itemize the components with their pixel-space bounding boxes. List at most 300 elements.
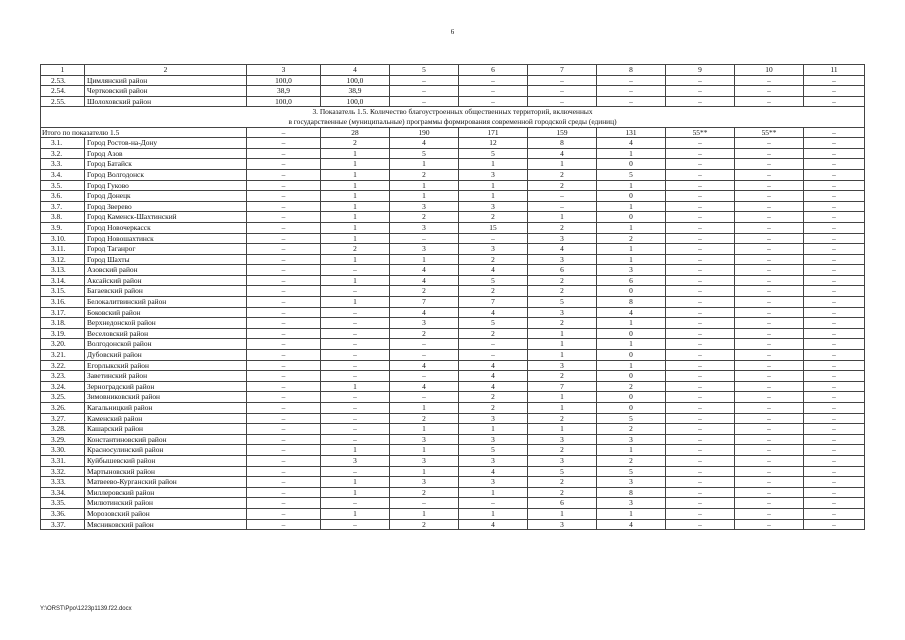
value-cell: 3 bbox=[528, 360, 597, 371]
value-cell: 1 bbox=[390, 445, 459, 456]
value-cell: – bbox=[390, 392, 459, 403]
territory-name-cell: Город Новошахтинск bbox=[85, 233, 247, 244]
value-cell: 1 bbox=[459, 159, 528, 170]
value-cell: – bbox=[528, 86, 597, 97]
column-number-cell: 1 bbox=[41, 65, 85, 76]
row-number-cell: 3.15. bbox=[41, 286, 85, 297]
value-cell: – bbox=[666, 403, 735, 414]
territory-name-cell: Белокалитвинский район bbox=[85, 297, 247, 308]
value-cell: – bbox=[735, 508, 804, 519]
value-cell: 1 bbox=[321, 508, 390, 519]
table-row bbox=[41, 233, 865, 244]
table-row bbox=[41, 487, 865, 498]
value-cell: 5 bbox=[528, 466, 597, 477]
value-cell: – bbox=[735, 86, 804, 97]
value-cell: 3 bbox=[390, 477, 459, 488]
value-cell: – bbox=[321, 307, 390, 318]
value-cell: 3 bbox=[528, 455, 597, 466]
value-cell: – bbox=[735, 498, 804, 509]
value-cell: – bbox=[247, 244, 321, 255]
value-cell: – bbox=[735, 275, 804, 286]
value-cell: 2 bbox=[597, 233, 666, 244]
value-cell: 3 bbox=[390, 244, 459, 255]
value-cell: – bbox=[735, 201, 804, 212]
value-cell: 2 bbox=[528, 318, 597, 329]
value-cell: 1 bbox=[390, 403, 459, 414]
value-cell: – bbox=[804, 381, 865, 392]
row-number-cell: 3.26. bbox=[41, 403, 85, 414]
value-cell: 4 bbox=[597, 519, 666, 530]
value-cell: 1 bbox=[597, 318, 666, 329]
value-cell: 2 bbox=[528, 169, 597, 180]
value-cell: 2 bbox=[459, 212, 528, 223]
value-cell: – bbox=[321, 413, 390, 424]
territory-name-cell: Город Зверево bbox=[85, 201, 247, 212]
value-cell: – bbox=[390, 371, 459, 382]
territory-name-cell: Веселовский район bbox=[85, 328, 247, 339]
value-cell: 1 bbox=[390, 508, 459, 519]
value-cell: – bbox=[666, 487, 735, 498]
table-row bbox=[41, 455, 865, 466]
value-cell: – bbox=[804, 339, 865, 350]
table-row bbox=[41, 169, 865, 180]
table-row bbox=[41, 254, 865, 265]
total-value-cell: 28 bbox=[321, 127, 390, 138]
value-cell: 1 bbox=[528, 159, 597, 170]
row-number-cell: 3.37. bbox=[41, 519, 85, 530]
value-cell: 1 bbox=[459, 424, 528, 435]
column-number-cell: 7 bbox=[528, 65, 597, 76]
value-cell: – bbox=[321, 318, 390, 329]
table-row bbox=[41, 191, 865, 202]
value-cell: 2 bbox=[528, 445, 597, 456]
value-cell: – bbox=[666, 413, 735, 424]
value-cell: 8 bbox=[597, 297, 666, 308]
value-cell: 1 bbox=[528, 350, 597, 361]
value-cell: – bbox=[321, 466, 390, 477]
value-cell: 2 bbox=[528, 222, 597, 233]
value-cell: – bbox=[804, 254, 865, 265]
row-number-cell: 3.3. bbox=[41, 159, 85, 170]
table-row bbox=[41, 445, 865, 456]
value-cell: 2 bbox=[390, 328, 459, 339]
territory-name-cell: Зимовниковский район bbox=[85, 392, 247, 403]
value-cell: – bbox=[247, 519, 321, 530]
value-cell: – bbox=[459, 350, 528, 361]
table-row bbox=[41, 318, 865, 329]
table-row bbox=[41, 148, 865, 159]
value-cell: – bbox=[247, 403, 321, 414]
value-cell: 1 bbox=[321, 381, 390, 392]
value-cell: 1 bbox=[321, 159, 390, 170]
value-cell: – bbox=[735, 328, 804, 339]
row-number-cell: 3.2. bbox=[41, 148, 85, 159]
value-cell: 1 bbox=[459, 508, 528, 519]
row-number-cell: 3.7. bbox=[41, 201, 85, 212]
value-cell: 38,9 bbox=[247, 86, 321, 97]
value-cell: – bbox=[597, 86, 666, 97]
value-cell: 5 bbox=[597, 466, 666, 477]
value-cell: – bbox=[804, 519, 865, 530]
value-cell: 1 bbox=[390, 180, 459, 191]
value-cell: 3 bbox=[459, 201, 528, 212]
row-number-cell: 3.23. bbox=[41, 371, 85, 382]
value-cell: – bbox=[804, 297, 865, 308]
value-cell: 5 bbox=[597, 169, 666, 180]
value-cell: – bbox=[804, 233, 865, 244]
value-cell: – bbox=[528, 191, 597, 202]
value-cell: – bbox=[735, 254, 804, 265]
value-cell: 3 bbox=[459, 477, 528, 488]
value-cell: – bbox=[666, 148, 735, 159]
row-number-cell: 3.13. bbox=[41, 265, 85, 276]
value-cell: – bbox=[247, 254, 321, 265]
value-cell: – bbox=[390, 233, 459, 244]
table-row bbox=[41, 519, 865, 530]
value-cell: 2 bbox=[390, 212, 459, 223]
value-cell: – bbox=[390, 86, 459, 97]
value-cell: 5 bbox=[459, 445, 528, 456]
value-cell: – bbox=[804, 275, 865, 286]
total-value-cell: – bbox=[247, 127, 321, 138]
column-number-cell: 5 bbox=[390, 65, 459, 76]
value-cell: 1 bbox=[597, 508, 666, 519]
value-cell: 4 bbox=[459, 360, 528, 371]
column-number-row bbox=[41, 65, 865, 76]
value-cell: – bbox=[390, 498, 459, 509]
value-cell: 1 bbox=[459, 191, 528, 202]
value-cell: – bbox=[666, 360, 735, 371]
value-cell: 3 bbox=[321, 455, 390, 466]
value-cell: 1 bbox=[321, 254, 390, 265]
value-cell: – bbox=[247, 148, 321, 159]
value-cell: 4 bbox=[528, 244, 597, 255]
value-cell: 100,0 bbox=[247, 96, 321, 107]
value-cell: – bbox=[247, 455, 321, 466]
table-row bbox=[41, 339, 865, 350]
row-number-cell: 3.18. bbox=[41, 318, 85, 329]
value-cell: – bbox=[459, 498, 528, 509]
value-cell: – bbox=[666, 244, 735, 255]
territory-name-cell: Константиновский район bbox=[85, 434, 247, 445]
row-number-cell: 3.36. bbox=[41, 508, 85, 519]
value-cell: 1 bbox=[597, 339, 666, 350]
total-value-cell: 55** bbox=[735, 127, 804, 138]
value-cell: – bbox=[666, 508, 735, 519]
value-cell: 1 bbox=[321, 212, 390, 223]
column-number-cell: 4 bbox=[321, 65, 390, 76]
territory-name-cell: Город Ростов-на-Дону bbox=[85, 138, 247, 149]
value-cell: – bbox=[247, 297, 321, 308]
value-cell: 0 bbox=[597, 191, 666, 202]
value-cell: 6 bbox=[528, 498, 597, 509]
territory-name-cell: Каменский район bbox=[85, 413, 247, 424]
table-row bbox=[41, 434, 865, 445]
value-cell: – bbox=[735, 519, 804, 530]
value-cell: – bbox=[804, 445, 865, 456]
value-cell: – bbox=[247, 424, 321, 435]
value-cell: 4 bbox=[459, 371, 528, 382]
value-cell: – bbox=[247, 191, 321, 202]
value-cell: – bbox=[735, 360, 804, 371]
value-cell: – bbox=[247, 169, 321, 180]
territory-name-cell: Город Новочеркасск bbox=[85, 222, 247, 233]
value-cell: – bbox=[666, 212, 735, 223]
table-row bbox=[41, 477, 865, 488]
row-number-cell: 3.12. bbox=[41, 254, 85, 265]
value-cell: – bbox=[390, 75, 459, 86]
value-cell: 4 bbox=[390, 381, 459, 392]
column-number-cell: 8 bbox=[597, 65, 666, 76]
value-cell: 1 bbox=[390, 159, 459, 170]
value-cell: – bbox=[804, 350, 865, 361]
value-cell: – bbox=[247, 360, 321, 371]
value-cell: 4 bbox=[459, 519, 528, 530]
value-cell: 4 bbox=[390, 275, 459, 286]
value-cell: – bbox=[666, 455, 735, 466]
value-cell: 0 bbox=[597, 286, 666, 297]
value-cell: 3 bbox=[528, 307, 597, 318]
value-cell: 1 bbox=[321, 477, 390, 488]
territory-name-cell: Верхнедонской район bbox=[85, 318, 247, 329]
value-cell: – bbox=[666, 86, 735, 97]
value-cell: 1 bbox=[390, 466, 459, 477]
territory-name-cell: Город Донецк bbox=[85, 191, 247, 202]
value-cell: – bbox=[247, 339, 321, 350]
value-cell: – bbox=[247, 413, 321, 424]
value-cell: – bbox=[735, 403, 804, 414]
value-cell: 2 bbox=[597, 424, 666, 435]
value-cell: – bbox=[804, 371, 865, 382]
value-cell: – bbox=[666, 96, 735, 107]
value-cell: 5 bbox=[459, 318, 528, 329]
column-number-cell: 11 bbox=[804, 65, 865, 76]
value-cell: – bbox=[804, 148, 865, 159]
value-cell: – bbox=[735, 138, 804, 149]
row-number-cell: 3.25. bbox=[41, 392, 85, 403]
section-title-cell bbox=[41, 107, 865, 127]
territory-name-cell: Чертковский район bbox=[85, 86, 247, 97]
value-cell: – bbox=[459, 86, 528, 97]
value-cell: – bbox=[321, 328, 390, 339]
value-cell: 3 bbox=[597, 434, 666, 445]
value-cell: – bbox=[804, 86, 865, 97]
value-cell: – bbox=[666, 286, 735, 297]
value-cell: – bbox=[735, 392, 804, 403]
row-number-cell: 3.17. bbox=[41, 307, 85, 318]
column-number-cell: 9 bbox=[666, 65, 735, 76]
value-cell: – bbox=[528, 96, 597, 107]
value-cell: 2 bbox=[390, 413, 459, 424]
value-cell: – bbox=[666, 424, 735, 435]
territory-name-cell: Волгодонской район bbox=[85, 339, 247, 350]
value-cell: 1 bbox=[528, 212, 597, 223]
value-cell: 6 bbox=[597, 275, 666, 286]
value-cell: – bbox=[804, 180, 865, 191]
territory-name-cell: Город Гуково bbox=[85, 180, 247, 191]
value-cell: 2 bbox=[390, 519, 459, 530]
value-cell: – bbox=[735, 212, 804, 223]
row-number-cell: 3.4. bbox=[41, 169, 85, 180]
table-row bbox=[41, 180, 865, 191]
value-cell: – bbox=[666, 307, 735, 318]
row-number-cell: 3.28. bbox=[41, 424, 85, 435]
value-cell: – bbox=[321, 519, 390, 530]
value-cell: – bbox=[804, 169, 865, 180]
row-number-cell: 2.53. bbox=[41, 75, 85, 86]
value-cell: – bbox=[735, 487, 804, 498]
value-cell: 4 bbox=[597, 138, 666, 149]
value-cell: – bbox=[247, 508, 321, 519]
value-cell: 38,9 bbox=[321, 86, 390, 97]
table-row bbox=[41, 498, 865, 509]
value-cell: 0 bbox=[597, 328, 666, 339]
value-cell: 1 bbox=[321, 487, 390, 498]
value-cell: – bbox=[735, 413, 804, 424]
row-number-cell: 3.29. bbox=[41, 434, 85, 445]
value-cell: – bbox=[804, 201, 865, 212]
row-number-cell: 3.5. bbox=[41, 180, 85, 191]
value-cell: – bbox=[666, 275, 735, 286]
value-cell: 3 bbox=[459, 455, 528, 466]
value-cell: – bbox=[247, 201, 321, 212]
value-cell: 1 bbox=[321, 201, 390, 212]
territory-name-cell: Куйбышевский район bbox=[85, 455, 247, 466]
value-cell: 3 bbox=[390, 455, 459, 466]
value-cell: – bbox=[735, 297, 804, 308]
value-cell: – bbox=[666, 222, 735, 233]
value-cell: – bbox=[247, 445, 321, 456]
value-cell: 3 bbox=[597, 265, 666, 276]
value-cell: – bbox=[666, 519, 735, 530]
value-cell: – bbox=[528, 201, 597, 212]
value-cell: 1 bbox=[528, 424, 597, 435]
territory-name-cell: Красносулинский район bbox=[85, 445, 247, 456]
row-number-cell: 3.34. bbox=[41, 487, 85, 498]
value-cell: 100,0 bbox=[247, 75, 321, 86]
value-cell: – bbox=[735, 466, 804, 477]
value-cell: 5 bbox=[459, 148, 528, 159]
value-cell: – bbox=[247, 350, 321, 361]
value-cell: – bbox=[666, 477, 735, 488]
value-cell: – bbox=[459, 96, 528, 107]
value-cell: – bbox=[321, 350, 390, 361]
value-cell: – bbox=[390, 96, 459, 107]
value-cell: 1 bbox=[321, 233, 390, 244]
value-cell: 1 bbox=[459, 487, 528, 498]
value-cell: – bbox=[247, 466, 321, 477]
value-cell: 1 bbox=[597, 360, 666, 371]
value-cell: – bbox=[321, 403, 390, 414]
value-cell: – bbox=[804, 244, 865, 255]
table-body bbox=[41, 65, 865, 530]
value-cell: 7 bbox=[459, 297, 528, 308]
table-row bbox=[41, 222, 865, 233]
value-cell: 3 bbox=[459, 244, 528, 255]
value-cell: – bbox=[666, 75, 735, 86]
value-cell: – bbox=[666, 498, 735, 509]
value-cell: – bbox=[735, 424, 804, 435]
value-cell: 4 bbox=[528, 148, 597, 159]
row-number-cell: 2.55. bbox=[41, 96, 85, 107]
territory-name-cell: Мясниковский район bbox=[85, 519, 247, 530]
value-cell: – bbox=[735, 222, 804, 233]
value-cell: 1 bbox=[390, 254, 459, 265]
value-cell: 1 bbox=[528, 392, 597, 403]
value-cell: 2 bbox=[528, 275, 597, 286]
territory-name-cell: Город Каменск-Шахтинский bbox=[85, 212, 247, 223]
value-cell: 3 bbox=[459, 413, 528, 424]
value-cell: – bbox=[247, 180, 321, 191]
value-cell: – bbox=[666, 297, 735, 308]
value-cell: – bbox=[804, 413, 865, 424]
file-path-footer: Y:\ORST\Ppo\1223p1139.f22.docx bbox=[40, 606, 132, 612]
value-cell: – bbox=[735, 371, 804, 382]
territory-name-cell: Город Таганрог bbox=[85, 244, 247, 255]
territory-name-cell: Город Волгодонск bbox=[85, 169, 247, 180]
row-number-cell: 3.20. bbox=[41, 339, 85, 350]
value-cell: – bbox=[804, 265, 865, 276]
column-number-cell: 6 bbox=[459, 65, 528, 76]
territory-name-cell: Город Батайск bbox=[85, 159, 247, 170]
table-row bbox=[41, 328, 865, 339]
value-cell: – bbox=[735, 159, 804, 170]
value-cell: 3 bbox=[390, 201, 459, 212]
value-cell: – bbox=[459, 339, 528, 350]
value-cell: – bbox=[804, 392, 865, 403]
value-cell: – bbox=[735, 339, 804, 350]
value-cell: – bbox=[321, 286, 390, 297]
value-cell: 2 bbox=[321, 138, 390, 149]
value-cell: – bbox=[666, 254, 735, 265]
territory-name-cell: Боковский район bbox=[85, 307, 247, 318]
table-row bbox=[41, 403, 865, 414]
value-cell: – bbox=[735, 75, 804, 86]
value-cell: – bbox=[804, 222, 865, 233]
value-cell: 3 bbox=[390, 434, 459, 445]
value-cell: 1 bbox=[597, 445, 666, 456]
row-number-cell: 2.54. bbox=[41, 86, 85, 97]
row-number-cell: 3.24. bbox=[41, 381, 85, 392]
value-cell: 5 bbox=[528, 297, 597, 308]
territory-name-cell: Заветинский район bbox=[85, 371, 247, 382]
value-cell: 4 bbox=[459, 307, 528, 318]
value-cell: 2 bbox=[528, 286, 597, 297]
row-number-cell: 3.1. bbox=[41, 138, 85, 149]
value-cell: 0 bbox=[597, 371, 666, 382]
value-cell: 7 bbox=[528, 381, 597, 392]
value-cell: – bbox=[804, 508, 865, 519]
value-cell: 1 bbox=[528, 328, 597, 339]
value-cell: 2 bbox=[528, 371, 597, 382]
value-cell: 3 bbox=[528, 233, 597, 244]
value-cell: – bbox=[666, 434, 735, 445]
value-cell: 7 bbox=[390, 297, 459, 308]
row-number-cell: 3.22. bbox=[41, 360, 85, 371]
value-cell: – bbox=[247, 498, 321, 509]
table-row bbox=[41, 466, 865, 477]
value-cell: – bbox=[459, 75, 528, 86]
column-number-cell: 10 bbox=[735, 65, 804, 76]
value-cell: 8 bbox=[597, 487, 666, 498]
value-cell: – bbox=[735, 180, 804, 191]
row-number-cell: 3.31. bbox=[41, 455, 85, 466]
value-cell: – bbox=[666, 445, 735, 456]
value-cell: – bbox=[804, 286, 865, 297]
value-cell: – bbox=[804, 138, 865, 149]
table-row bbox=[41, 159, 865, 170]
table-row bbox=[41, 138, 865, 149]
